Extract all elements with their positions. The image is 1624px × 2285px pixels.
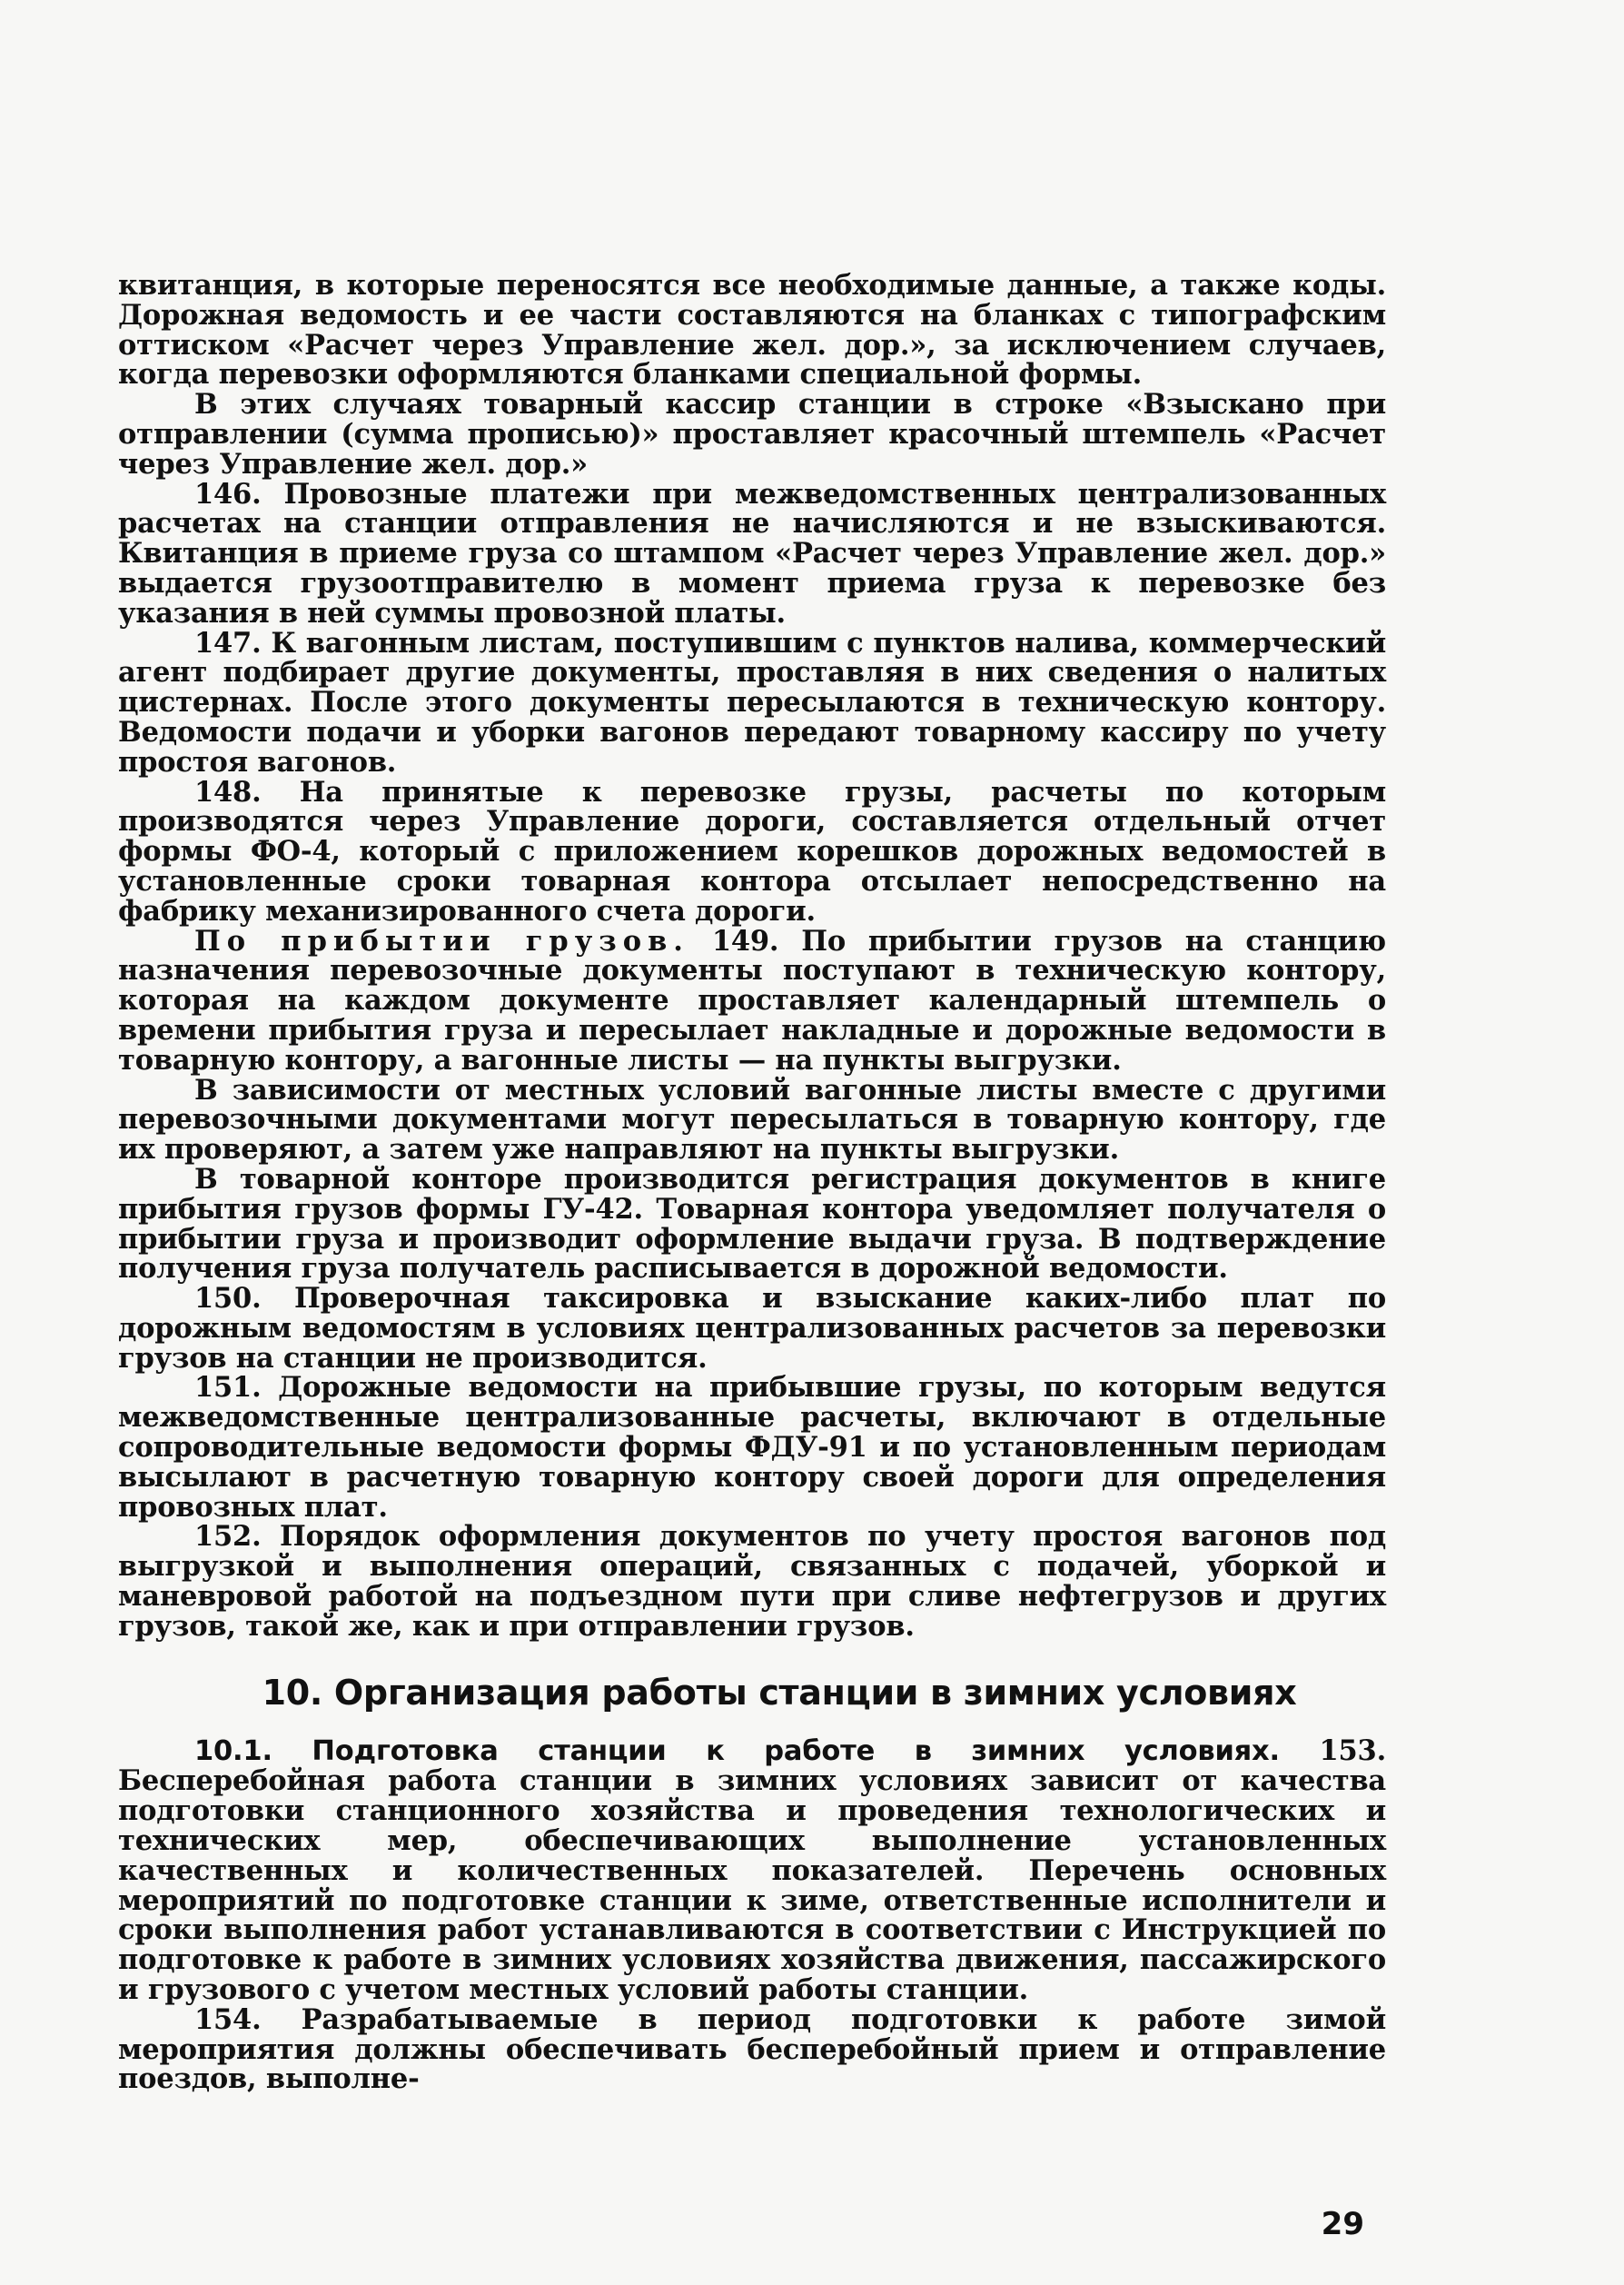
paragraph-151: 151. Дорожные ведомости на прибывшие грузы, по которым ведутся межведомственные централизованные расчеты, включают в отдельные сопроводительные ведомости формы ФДУ-91 и по установленным периодам высылают в расчетную товарную контору своей дороги для определения провозных плат. [118, 1371, 1386, 1524]
paragraph-146: 146. Провозные платежи при межведомственных централизованных расчетах на станции отправления не начисляются и не взыскиваются. Квитанция в приеме груза со штампом «Расчет через Управление жел. дор.» выдается грузоотправителю в момент приема груза к перевозке без указания в ней суммы провозной платы. [118, 477, 1386, 630]
paragraph-148: 148. На принятые к перевозке грузы, расчеты по которым производятся через Управление дороги, составляется отдельный отчет формы ФО-4, который с приложением корешков дорожных ведомостей в установленные сроки товарная контора отсылает непосредственно на фабрику механизированного счета дороги. [118, 775, 1386, 928]
paragraph-continuation: квитанция, в которые переносятся все необходимые данные, а также коды. Дорожная ведомость и ее части составляются на бланках с типографским оттиском «Расчет через Управление жел. дор.», за исключением случаев, когда перевозки оформляются бланками специальной формы. [118, 269, 1386, 392]
page-number: 29 [1321, 2206, 1364, 2242]
paragraph-153 [118, 1736, 1386, 2005]
paragraph: В товарной конторе производится регистрация документов в книге прибытия грузов формы ГУ-42. Товарная контора уведомляет получателя о прибытии груза и производит оформление выдачи груза. В подтверждение получения груза получатель расписывается в дорожной ведомости. [118, 1162, 1386, 1286]
paragraph: В этих случаях товарный кассир станции в строке «Взыскано при отправлении (сумма прописью)» проставляет красочный штемпель «Расчет через Управление жел. дор.» [118, 388, 1386, 481]
paragraph-149 [118, 924, 1386, 1077]
paragraph-154: 154. Разрабатываемые в период подготовки к работе зимой мероприятия должны обеспечивать бесперебойный прием и отправление поездов, выполне- [118, 2002, 1386, 2096]
arrival-text: 149. По прибытии грузов на станцию назначения перевозочные документы поступают в техническую контору, которая на каждом документе проставляет календарный штемпель о времени прибытия груза и пересылает накладные и дорожные ведомости в товарную контору, а вагонные листы — на пункты выгрузки. [118, 924, 1386, 1077]
paragraph-152: 152. Порядок оформления документов по учету простоя вагонов под выгрузкой и выполнения операций, связанных с подачей, уборкой и маневровой работой на подъездном пути при сливе нефтегрузов и других грузов, такой же, как и при отправлении грузов. [118, 1520, 1386, 1643]
paragraph-147: 147. К вагонным листам, поступившим с пунктов налива, коммерческий агент подбирает другие документы, проставляя в них сведения о налитых цистернах. После этого документы пересылаются в техническую контору. Ведомости подачи и уборки вагонов передают товарному кассиру по учету простоя вагонов. [118, 626, 1386, 779]
paragraph-150: 150. Проверочная таксировка и взыскание каких-либо плат по дорожным ведомостям в условиях централизованных расчетов за перевозки грузов на станции не производится. [118, 1282, 1386, 1375]
section-heading: 10. Организация работы станции в зимних условиях [262, 1672, 1297, 1713]
arrival-lead: По прибытии грузов. [194, 924, 689, 958]
subsection-lead: 10.1. Подготовка станции к работе в зимних условиях. [194, 1734, 1280, 1767]
subsection-text: 153. Бесперебойная работа станции в зимних условиях зависит от качества подготовки станционного хозяйства и проведения технологических и технических мер, обеспечивающих выполнение установленных качественных и количественных показателей. Перечень основных мероприятий по подготовке станции к зиме, ответственные исполнители и сроки выполнения работ устанавливаются в соответствии с Инструкцией по подготовке к работе в зимних условиях хозяйства движения, пассажирского и грузового с учетом местных условий работы станции. [118, 1734, 1387, 2007]
paragraph: В зависимости от местных условий вагонные листы вместе с другими перевозочными документами могут пересылаться в товарную контору, где их проверяют, а затем уже направляют на пункты выгрузки. [118, 1073, 1386, 1167]
